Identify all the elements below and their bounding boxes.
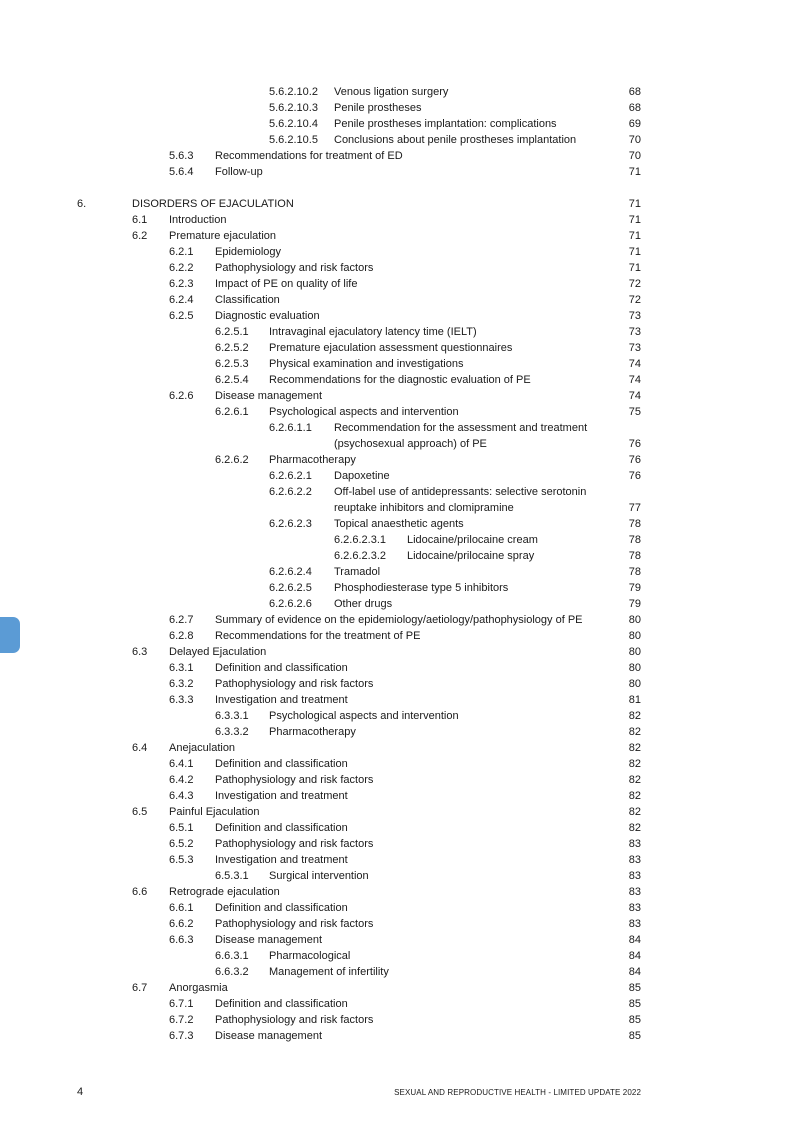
- toc-entry-number: 6.7.3: [169, 1030, 194, 1042]
- toc-entry[interactable]: [0, 564, 793, 580]
- toc-entry-number: 6.2.5: [169, 310, 194, 322]
- toc-entry-title: Lidocaine/prilocaine cream: [407, 534, 538, 546]
- toc-entry[interactable]: [0, 964, 793, 980]
- toc-entry[interactable]: [0, 932, 793, 948]
- toc-entry-number: 5.6.4: [169, 166, 194, 178]
- toc-entry-number: 5.6.2.10.4: [269, 118, 318, 130]
- toc-entry[interactable]: [0, 628, 793, 644]
- toc-entry-number: 6.2: [132, 230, 148, 242]
- toc-entry[interactable]: [0, 532, 793, 548]
- toc-entry-page: 70: [628, 134, 641, 146]
- toc-entry-number: 6.2.5.3: [215, 358, 249, 370]
- toc-entry-page: 84: [628, 966, 641, 978]
- toc-entry-page: 72: [628, 294, 641, 306]
- toc-entry[interactable]: [0, 852, 793, 868]
- toc-entry-title: Phosphodiesterase type 5 inhibitors: [334, 582, 509, 594]
- toc-entry-title: Pharmacological: [269, 950, 351, 962]
- toc-entry-title: Lidocaine/prilocaine spray: [407, 550, 535, 562]
- toc-entry-page: 71: [628, 262, 641, 274]
- toc-entry-number: 6.3.2: [169, 678, 194, 690]
- toc-entry-title: Classification: [215, 294, 280, 306]
- toc-entry-number: 6.2.7: [169, 614, 194, 626]
- toc-entry[interactable]: [0, 1028, 793, 1044]
- toc-entry-page: 85: [628, 1014, 641, 1026]
- toc-entry-number: 6.7.1: [169, 998, 194, 1010]
- toc-entry-number: 6.4.2: [169, 774, 194, 786]
- toc-entry-title: Epidemiology: [215, 246, 282, 258]
- toc-entry-number: 6.2.3: [169, 278, 194, 290]
- toc-entry-page: 82: [628, 758, 641, 770]
- toc-entry-number: 6.2.6.2: [215, 454, 249, 466]
- toc-entry-page: 83: [628, 886, 641, 898]
- toc-entry-page: 82: [628, 822, 641, 834]
- toc-entry-title: Pharmacotherapy: [269, 454, 356, 466]
- toc-entry[interactable]: [0, 164, 793, 180]
- toc-entry-page: 76: [628, 438, 641, 450]
- toc-entry-number: 6.: [77, 198, 87, 210]
- toc-entry-number: 6.4.3: [169, 790, 194, 802]
- toc-entry-title: Pathophysiology and risk factors: [215, 774, 374, 786]
- toc-entry-page: 82: [628, 790, 641, 802]
- toc-entry-page: 75: [628, 406, 641, 418]
- toc-entry-number: 6.4.1: [169, 758, 194, 770]
- toc-entry-number: 6.2.6.1.1: [269, 422, 312, 434]
- toc-entry[interactable]: [0, 836, 793, 852]
- toc-entry[interactable]: [0, 516, 793, 532]
- toc-entry-page: 82: [628, 726, 641, 738]
- toc-entry-page: 79: [628, 582, 641, 594]
- toc-entry-page: 68: [628, 86, 641, 98]
- toc-entry-page: 78: [628, 566, 641, 578]
- toc-entry-title: Recommendations for the treatment of PE: [215, 630, 421, 642]
- toc-entry[interactable]: [0, 388, 793, 404]
- toc-entry[interactable]: [0, 404, 793, 420]
- toc-entry[interactable]: [0, 452, 793, 468]
- toc-entry-title: Diagnostic evaluation: [215, 310, 320, 322]
- toc-entry-number: 6.3: [132, 646, 148, 658]
- toc-entry-title: Definition and classification: [215, 902, 348, 914]
- toc-entry-title: Definition and classification: [215, 998, 348, 1010]
- toc-entry-number: 6.2.6.2.4: [269, 566, 312, 578]
- toc-entry-title: Anorgasmia: [169, 982, 228, 994]
- toc-entry-number: 6.6.3.1: [215, 950, 249, 962]
- toc-entry[interactable]: [0, 84, 793, 100]
- toc-entry-page: 83: [628, 838, 641, 850]
- toc-entry-page: 73: [628, 326, 641, 338]
- toc-entry-page: 80: [628, 646, 641, 658]
- toc-entry[interactable]: [0, 244, 793, 260]
- toc-entry-title: Penile prostheses: [334, 102, 422, 114]
- toc-entry[interactable]: [0, 100, 793, 116]
- toc-entry-title: Retrograde ejaculation: [169, 886, 280, 898]
- toc-entry-page: 83: [628, 854, 641, 866]
- toc-entry-number: 5.6.3: [169, 150, 194, 162]
- toc-entry-number: 6.6.2: [169, 918, 194, 930]
- toc-entry-number: 6.2.4: [169, 294, 194, 306]
- toc-entry-number: 5.6.2.10.3: [269, 102, 318, 114]
- toc-entry[interactable]: [0, 692, 793, 708]
- toc-entry-page: 83: [628, 870, 641, 882]
- toc-entry[interactable]: [0, 740, 793, 756]
- toc-entry-page: 74: [628, 374, 641, 386]
- toc-entry[interactable]: [0, 996, 793, 1012]
- toc-entry-number: 6.2.6.2.3: [269, 518, 312, 530]
- toc-entry[interactable]: [0, 116, 793, 132]
- table-of-contents: [0, 84, 793, 1044]
- toc-entry[interactable]: [0, 756, 793, 772]
- toc-entry-title: Tramadol: [334, 566, 381, 578]
- toc-entry[interactable]: [0, 372, 793, 388]
- toc-entry-title: Other drugs: [334, 598, 393, 610]
- toc-entry-page: 71: [628, 230, 641, 242]
- toc-entry-number: 6.2.6.2.6: [269, 598, 312, 610]
- toc-entry-page: 85: [628, 998, 641, 1010]
- toc-entry-page: 82: [628, 742, 641, 754]
- toc-entry-title: Pathophysiology and risk factors: [215, 678, 374, 690]
- toc-entry-page: 82: [628, 806, 641, 818]
- toc-entry-page: 80: [628, 614, 641, 626]
- toc-entry[interactable]: [0, 228, 793, 244]
- toc-entry-page: 83: [628, 918, 641, 930]
- toc-entry-title: Investigation and treatment: [215, 694, 348, 706]
- page-number: 4: [77, 1086, 84, 1098]
- toc-entry-page: 85: [628, 982, 641, 994]
- toc-entry[interactable]: [0, 788, 793, 804]
- toc-entry-title: Premature ejaculation assessment questionnaires: [269, 342, 513, 354]
- toc-entry[interactable]: [0, 980, 793, 996]
- toc-entry-page: 77: [628, 502, 641, 514]
- toc-entry-title: Definition and classification: [215, 758, 348, 770]
- toc-entry-title: reuptake inhibitors and clomipramine: [334, 502, 514, 514]
- toc-entry-title: Investigation and treatment: [215, 854, 348, 866]
- toc-entry-title: Conclusions about penile prostheses implantation: [334, 134, 577, 146]
- toc-entry-number: 6.2.6.2.5: [269, 582, 312, 594]
- toc-entry-title: Recommendations for treatment of ED: [215, 150, 403, 162]
- toc-entry-title: Management of infertility: [269, 966, 389, 978]
- toc-entry-title: Surgical intervention: [269, 870, 369, 882]
- toc-entry-number: 6.7.2: [169, 1014, 194, 1026]
- toc-entry-number: 6.2.5.2: [215, 342, 249, 354]
- toc-entry-number: 6.3.3: [169, 694, 194, 706]
- toc-entry-number: 6.2.6.2.1: [269, 470, 312, 482]
- toc-entry-page: 76: [628, 470, 641, 482]
- toc-entry[interactable]: [0, 484, 793, 500]
- toc-entry-page: 85: [628, 1030, 641, 1042]
- running-title: SEXUAL AND REPRODUCTIVE HEALTH - LIMITED UPDATE 2022: [394, 1088, 641, 1097]
- toc-entry-number: 6.2.6.2.2: [269, 486, 312, 498]
- toc-entry-number: 6.5.2: [169, 838, 194, 850]
- toc-entry-title: Penile prostheses implantation: complications: [334, 118, 557, 130]
- toc-entry-page: 69: [628, 118, 641, 130]
- toc-entry-title: Introduction: [169, 214, 227, 226]
- toc-entry-page: 71: [628, 166, 641, 178]
- toc-entry[interactable]: [0, 132, 793, 148]
- toc-entry-number: 6.6.3.2: [215, 966, 249, 978]
- toc-entry[interactable]: [0, 340, 793, 356]
- toc-entry[interactable]: [0, 468, 793, 484]
- toc-entry-page: 78: [628, 550, 641, 562]
- toc-entry-page: 71: [628, 198, 641, 210]
- toc-entry[interactable]: [0, 820, 793, 836]
- toc-entry[interactable]: [0, 676, 793, 692]
- toc-entry[interactable]: [0, 916, 793, 932]
- toc-entry-title: Summary of evidence on the epidemiology/aetiology/pathophysiology of PE: [215, 614, 583, 626]
- toc-entry-number: 6.2.6.1: [215, 406, 249, 418]
- toc-entry-title: Recommendation for the assessment and treatment: [334, 422, 588, 434]
- toc-entry-number: 6.5.3: [169, 854, 194, 866]
- toc-entry-title: Recommendations for the diagnostic evaluation of PE: [269, 374, 531, 386]
- toc-entry-page: 84: [628, 934, 641, 946]
- toc-entry-page: 80: [628, 630, 641, 642]
- toc-entry[interactable]: [0, 276, 793, 292]
- toc-entry-title: Definition and classification: [215, 662, 348, 674]
- toc-entry-title: Venous ligation surgery: [334, 86, 449, 98]
- toc-entry-page: 71: [628, 246, 641, 258]
- toc-entry[interactable]: [0, 724, 793, 740]
- toc-entry-number: 6.6: [132, 886, 148, 898]
- toc-entry-page: 74: [628, 358, 641, 370]
- toc-entry-page: 74: [628, 390, 641, 402]
- toc-entry[interactable]: [0, 196, 793, 212]
- toc-entry-title: Impact of PE on quality of life: [215, 278, 358, 290]
- toc-entry-title: (psychosexual approach) of PE: [334, 438, 487, 450]
- toc-entry-title: Pathophysiology and risk factors: [215, 1014, 374, 1026]
- toc-entry-title: Off-label use of antidepressants: selective serotonin: [334, 486, 587, 498]
- toc-entry-number: 6.5.1: [169, 822, 194, 834]
- toc-entry[interactable]: [0, 420, 793, 436]
- toc-entry-page: 81: [628, 694, 641, 706]
- toc-entry[interactable]: [0, 884, 793, 900]
- toc-entry-number: 6.1: [132, 214, 148, 226]
- toc-entry-page: 73: [628, 342, 641, 354]
- toc-entry[interactable]: [0, 148, 793, 164]
- toc-entry[interactable]: [0, 436, 793, 452]
- toc-entry-title: Physical examination and investigations: [269, 358, 464, 370]
- toc-entry-title: Psychological aspects and intervention: [269, 406, 459, 418]
- toc-entry-page: 78: [628, 534, 641, 546]
- toc-entry-title: Painful Ejaculation: [169, 806, 260, 818]
- toc-entry[interactable]: [0, 324, 793, 340]
- toc-entry-page: 80: [628, 662, 641, 674]
- toc-entry[interactable]: [0, 900, 793, 916]
- toc-entry-title: Topical anaesthetic agents: [334, 518, 464, 530]
- toc-entry-number: 6.2.1: [169, 246, 194, 258]
- toc-entry-number: 6.2.5.4: [215, 374, 249, 386]
- toc-entry[interactable]: [0, 708, 793, 724]
- toc-entry[interactable]: [0, 660, 793, 676]
- toc-entry[interactable]: [0, 644, 793, 660]
- toc-entry-title: Dapoxetine: [334, 470, 390, 482]
- toc-entry-page: 70: [628, 150, 641, 162]
- toc-entry[interactable]: [0, 500, 793, 516]
- toc-entry-page: 82: [628, 710, 641, 722]
- toc-entry-title: Pharmacotherapy: [269, 726, 356, 738]
- toc-entry-number: 6.2.2: [169, 262, 194, 274]
- toc-entry[interactable]: [0, 580, 793, 596]
- toc-entry-page: 71: [628, 214, 641, 226]
- toc-entry-number: 6.2.6.2.3.1: [334, 534, 386, 546]
- toc-entry-page: 72: [628, 278, 641, 290]
- toc-entry-title: Delayed Ejaculation: [169, 646, 267, 658]
- toc-entry-title: Follow-up: [215, 166, 263, 178]
- toc-entry-number: 6.2.8: [169, 630, 194, 642]
- toc-entry[interactable]: [0, 868, 793, 884]
- toc-entry-number: 6.2.6: [169, 390, 194, 402]
- toc-entry[interactable]: [0, 292, 793, 308]
- toc-entry[interactable]: [0, 548, 793, 564]
- toc-entry-title: Disease management: [215, 934, 323, 946]
- toc-entry-page: 78: [628, 518, 641, 530]
- toc-entry-title: Investigation and treatment: [215, 790, 348, 802]
- toc-entry-number: 6.3.1: [169, 662, 194, 674]
- toc-entry-number: 6.5.3.1: [215, 870, 249, 882]
- toc-entry-page: 80: [628, 678, 641, 690]
- toc-entry-number: 6.5: [132, 806, 148, 818]
- toc-entry-number: 6.2.6.2.3.2: [334, 550, 386, 562]
- toc-entry-page: 76: [628, 454, 641, 466]
- toc-entry[interactable]: [0, 948, 793, 964]
- toc-entry-page: 82: [628, 774, 641, 786]
- toc-entry-title: Premature ejaculation: [169, 230, 277, 242]
- toc-entry-page: 79: [628, 598, 641, 610]
- toc-entry[interactable]: [0, 596, 793, 612]
- toc-entry-title: Disease management: [215, 390, 323, 402]
- toc-entry-number: 6.7: [132, 982, 148, 994]
- toc-entry-number: 5.6.2.10.2: [269, 86, 318, 98]
- section-side-tab: [0, 617, 20, 653]
- toc-entry[interactable]: [0, 612, 793, 628]
- toc-entry[interactable]: [0, 308, 793, 324]
- toc-entry-title: Anejaculation: [169, 742, 236, 754]
- toc-entry-title: Pathophysiology and risk factors: [215, 838, 374, 850]
- toc-entry-number: 6.6.3: [169, 934, 194, 946]
- toc-entry[interactable]: [0, 804, 793, 820]
- toc-entry[interactable]: [0, 772, 793, 788]
- toc-entry-title: Pathophysiology and risk factors: [215, 918, 374, 930]
- toc-entry[interactable]: [0, 260, 793, 276]
- toc-entry-page: 83: [628, 902, 641, 914]
- toc-entry[interactable]: [0, 356, 793, 372]
- toc-entry-number: 6.4: [132, 742, 148, 754]
- toc-entry-title: Disease management: [215, 1030, 323, 1042]
- toc-entry-title: DISORDERS OF EJACULATION: [132, 198, 294, 210]
- toc-entry-page: 73: [628, 310, 641, 322]
- toc-entry-number: 6.3.3.1: [215, 710, 249, 722]
- toc-entry-title: Psychological aspects and intervention: [269, 710, 459, 722]
- toc-entry-number: 6.6.1: [169, 902, 194, 914]
- toc-entry-number: 6.3.3.2: [215, 726, 249, 738]
- toc-entry-title: Definition and classification: [215, 822, 348, 834]
- toc-entry[interactable]: [0, 212, 793, 228]
- toc-entry-title: Pathophysiology and risk factors: [215, 262, 374, 274]
- toc-entry[interactable]: [0, 1012, 793, 1028]
- toc-entry-title: Intravaginal ejaculatory latency time (IELT): [269, 326, 477, 338]
- toc-entry-number: 6.2.5.1: [215, 326, 249, 338]
- toc-entry-number: 5.6.2.10.5: [269, 134, 318, 146]
- toc-entry-page: 84: [628, 950, 641, 962]
- toc-entry-page: 68: [628, 102, 641, 114]
